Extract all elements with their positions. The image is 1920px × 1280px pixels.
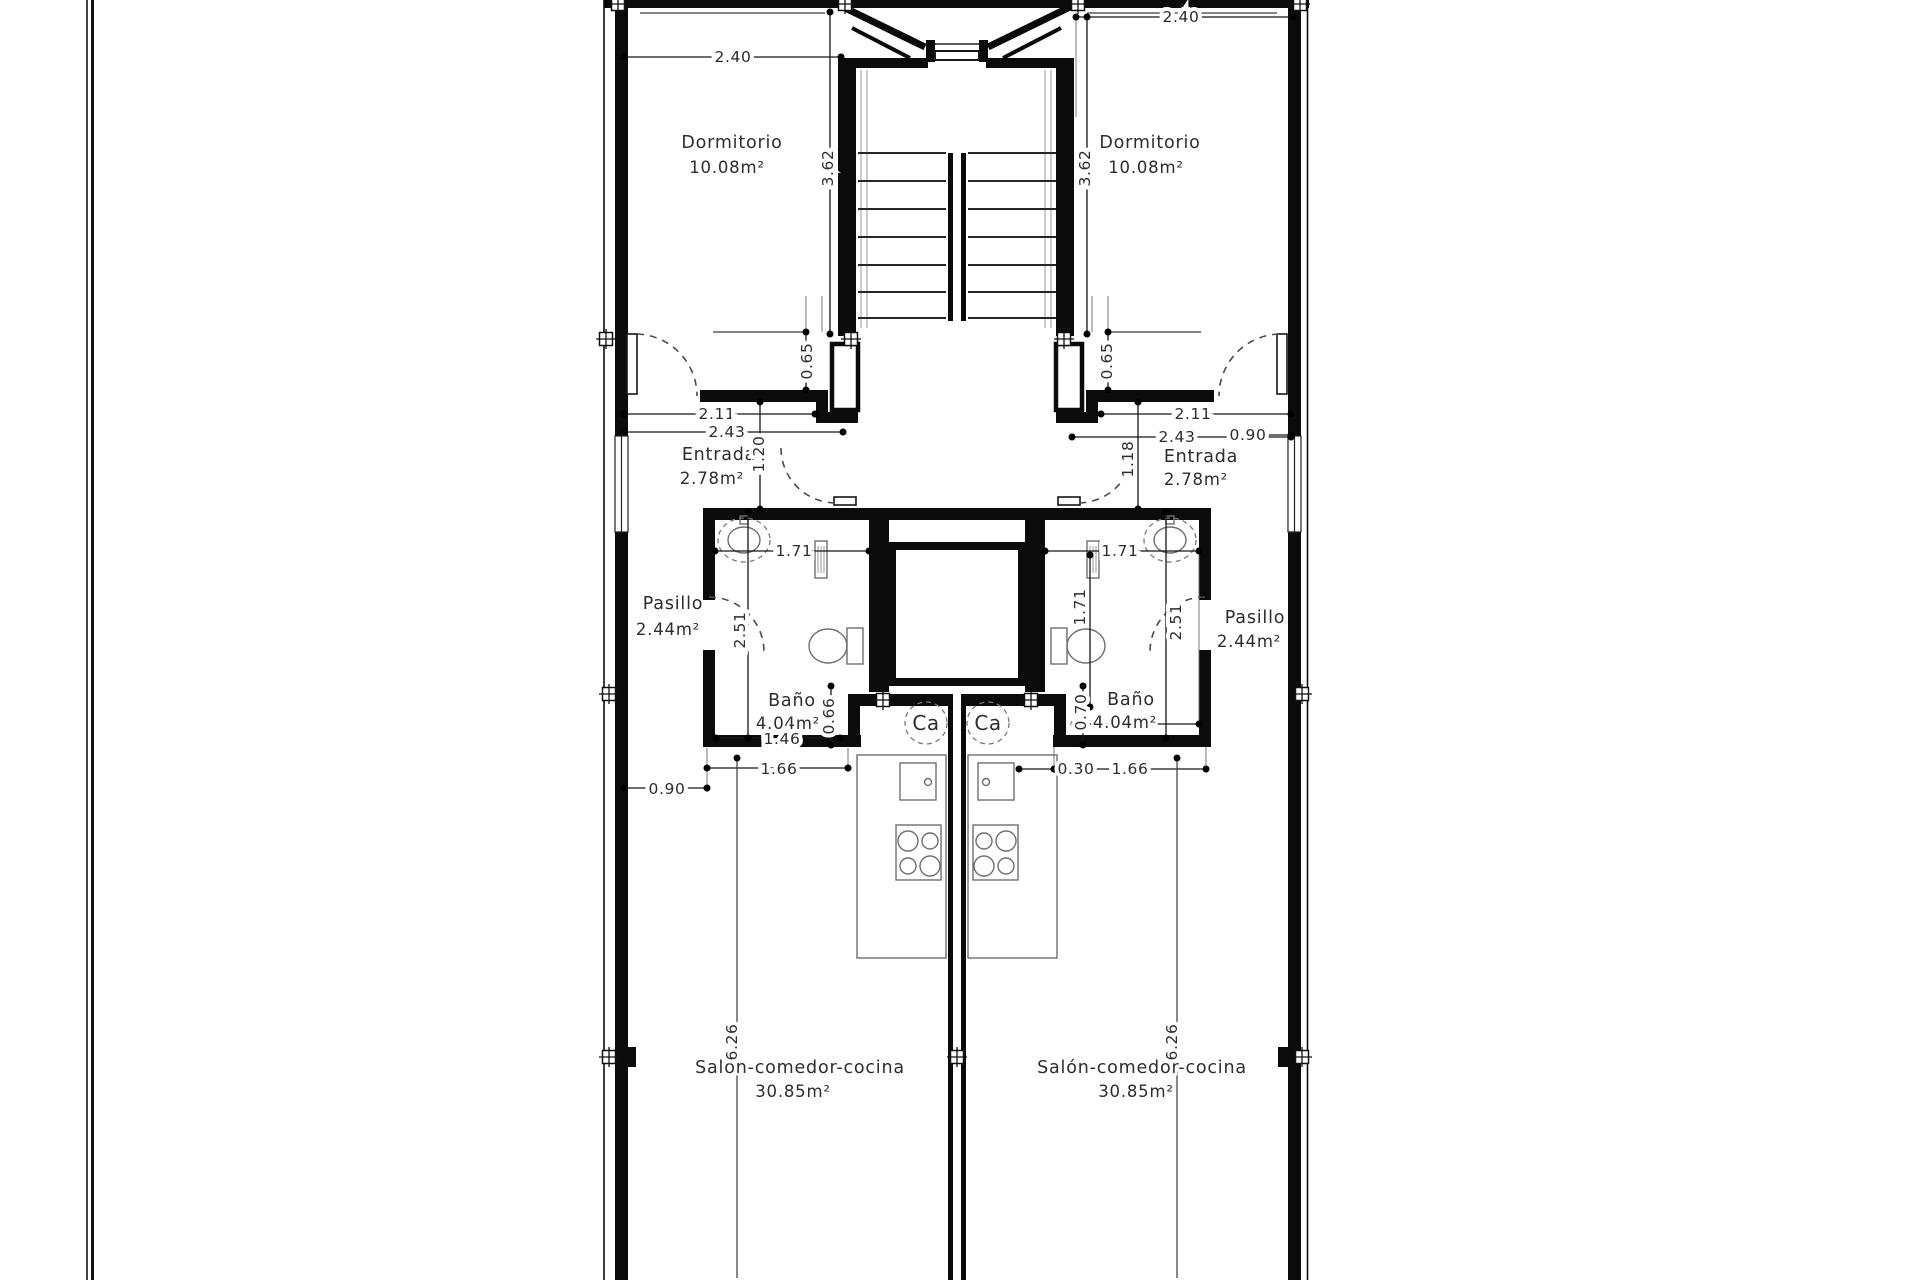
door-frame-right bbox=[1056, 344, 1082, 410]
entrada-right-name: Entrada bbox=[1163, 447, 1239, 467]
dim-251-right: 2.51 bbox=[1167, 603, 1185, 641]
towel-rail-left bbox=[815, 541, 827, 578]
pasillo-left-name: Pasillo bbox=[642, 594, 704, 614]
towel-rail-right bbox=[1087, 541, 1099, 578]
bano-right-area: 4.04m² bbox=[1092, 713, 1158, 732]
entrance-door bbox=[926, 40, 988, 62]
boiler-right-label: Ca bbox=[974, 711, 1002, 735]
dormitorio-left-name: Dormitorio bbox=[681, 133, 783, 153]
door-leaf-entry-right bbox=[1058, 497, 1080, 505]
toilet-left bbox=[809, 628, 863, 664]
dim-065-right: 0.65 bbox=[1098, 342, 1116, 380]
stair-treads bbox=[858, 153, 1056, 318]
hob-left bbox=[896, 825, 941, 880]
entry-door-frames bbox=[832, 344, 1082, 410]
services-shaft bbox=[892, 546, 1022, 682]
pasillo-right-name: Pasillo bbox=[1224, 608, 1286, 628]
boiler-left-label: Ca bbox=[912, 711, 940, 735]
dim-065-left: 0.65 bbox=[798, 342, 816, 380]
bano-right-name: Baño bbox=[1107, 690, 1155, 710]
sink-left bbox=[718, 516, 770, 562]
window-right-pasillo bbox=[1288, 436, 1301, 532]
sheet-border bbox=[87, 0, 93, 1280]
door-leaf-dormitorio-right bbox=[1277, 334, 1287, 394]
sink-right bbox=[1144, 516, 1196, 562]
dim-166-left: 1.66 bbox=[760, 760, 798, 778]
pasillo-left-area: 2.44m² bbox=[635, 620, 701, 639]
dim-118-right: 1.18 bbox=[1119, 440, 1137, 478]
window-left-pasillo bbox=[615, 436, 628, 532]
dim-251-left: 2.51 bbox=[731, 611, 749, 649]
kitchen-sink-right bbox=[978, 763, 1014, 800]
salon-left-name: Salón-comedor-cocina bbox=[695, 1058, 905, 1078]
dim-066-left: 0.66 bbox=[820, 697, 838, 735]
bano-left-name: Baño bbox=[768, 691, 816, 711]
dim-030-right: 0.30 bbox=[1057, 760, 1095, 778]
dim-243-left: 2.43 bbox=[708, 423, 746, 441]
dim-362-left: 3.62 bbox=[819, 149, 837, 187]
dim-171-right-h: 1.71 bbox=[1101, 542, 1139, 560]
dim-120-left: 1.20 bbox=[750, 435, 768, 473]
door-leaf-dormitorio-left bbox=[627, 334, 637, 394]
party-wall bbox=[948, 694, 953, 1280]
dim-243-right: 2.43 bbox=[1158, 428, 1196, 446]
entrada-left-name: Entrada bbox=[681, 445, 757, 465]
dim-626-right: 6.26 bbox=[1163, 1023, 1181, 1061]
entrada-left-area: 2.78m² bbox=[679, 469, 745, 488]
pilaster-left bbox=[625, 1047, 636, 1067]
dim-090-right: 0.90 bbox=[1229, 426, 1267, 444]
dim-240-right: 2.40 bbox=[1162, 8, 1200, 26]
toilet-right bbox=[1051, 628, 1105, 664]
dim-146-left: 1.46 bbox=[763, 730, 801, 748]
door-leaf-entry-left bbox=[834, 497, 856, 505]
dim-171-right-v: 1.71 bbox=[1071, 588, 1089, 626]
pilaster-right bbox=[1278, 1047, 1289, 1067]
dormitorio-right-name: Dormitorio bbox=[1099, 133, 1201, 153]
kitchen-fixtures bbox=[857, 702, 1057, 958]
salon-left-area: 30.85m² bbox=[755, 1082, 831, 1101]
dim-090-left: 0.90 bbox=[648, 780, 686, 798]
dormitorio-left-area: 10.08m² bbox=[689, 158, 765, 177]
hob-right bbox=[973, 825, 1018, 880]
bano-left-area: 4.04m² bbox=[755, 714, 821, 733]
dim-240-left: 2.40 bbox=[714, 48, 752, 66]
stair-divider bbox=[948, 153, 953, 321]
pasillo-right-area: 2.44m² bbox=[1216, 632, 1282, 651]
dim-171-left-h: 1.71 bbox=[775, 542, 813, 560]
dim-166-right: 1.66 bbox=[1111, 760, 1149, 778]
dormitorio-right-area: 10.08m² bbox=[1108, 158, 1184, 177]
dim-626-left: 6.26 bbox=[723, 1023, 741, 1061]
kitchen-sink-left bbox=[900, 763, 936, 800]
dim-211-left: 2.11 bbox=[698, 405, 736, 423]
entrada-right-area: 2.78m² bbox=[1163, 470, 1229, 489]
door-frame-left bbox=[832, 344, 858, 410]
dim-211-right: 2.11 bbox=[1174, 405, 1212, 423]
dim-070-right: 0.70 bbox=[1072, 693, 1090, 731]
dim-362-right: 3.62 bbox=[1076, 149, 1094, 187]
stairwell bbox=[838, 6, 1074, 336]
salon-right-area: 30.85m² bbox=[1098, 1082, 1174, 1101]
salon-right-name: Salón-comedor-cocina bbox=[1037, 1058, 1247, 1078]
